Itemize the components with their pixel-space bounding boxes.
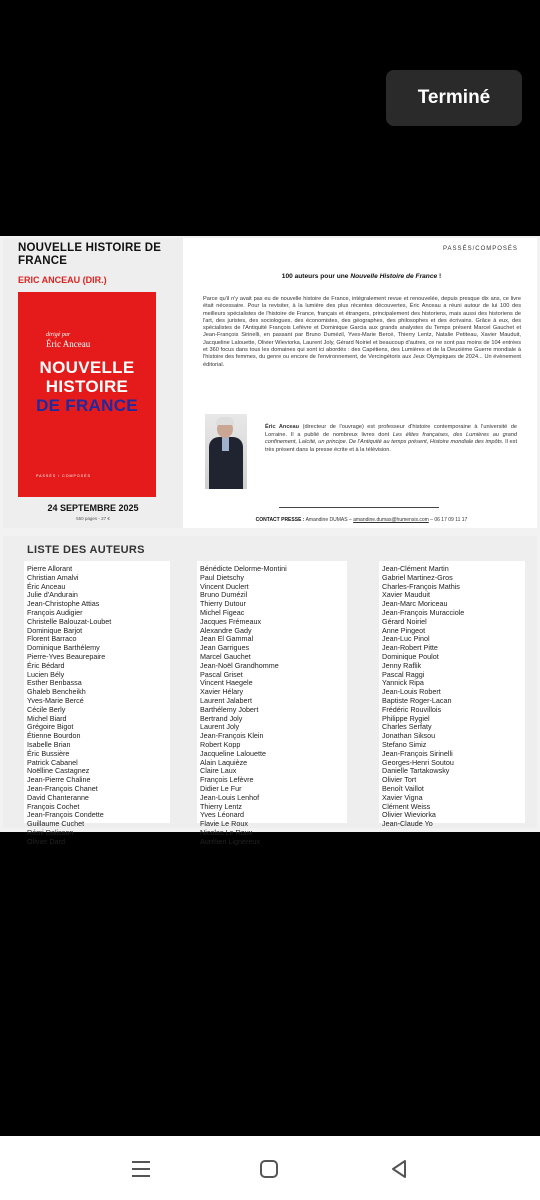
book-description: Parce qu'il n'y avait pas eu de nouvelle histoire de France, intégralement revue et renouvelée, depuis presque dix ans, ce livre était nécessaire. Pour la revisiter, à la lumière des plus récentes découvertes, Éric Anceau a réuni autour de lui 100 des meilleurs spécialistes de l'histoire de France, français et étrangers, principalement des historiens, mais aussi des historiens de l'art, des juristes, des sociologues, des économistes, des géographes, des philosophes et des écrivains. Grâce à eux, des spécialistes de l'Antiquité François Lefèvre et Dominique Garcia aux grands analystes du Temps présent Marcel Gauchet et Jean-François Sirinelli, en passant par Bruno Dumézil, Yves-Marie Bercé, Thierry Lentz, Natalie Petiteau, Xavier Mauduit, Jacqueline Lalouette, Olivier Wieviorka, Laurent Joly, Gérard Noiriel et beaucoup d'autres, ce ne sont pas moins de 104 entrées et 360 focus dans tous les domaines qui sont ici abordés : des Capétiens, des Lumières et de la Deuxième Guerre mondiale à l'histoire des femmes, du genre ou encore de l'environnement, de Vercingétorix aux Jeux Olympiques de 2024... Un évènement éditorial. bbox=[203, 296, 521, 368]
author-list-item: François Audigier bbox=[27, 607, 83, 617]
author-list-item: Jean Garrigues bbox=[200, 643, 250, 653]
author-list-item: David Chanteranne bbox=[27, 792, 89, 802]
author-list-item: Jonathan Siksou bbox=[382, 731, 436, 741]
author-list-item: Michel Biard bbox=[27, 713, 67, 723]
author-list-item: Marcel Gauchet bbox=[200, 651, 251, 661]
author-list-item: Jean-Claude Yo bbox=[382, 819, 433, 829]
headline-suffix: ! bbox=[437, 273, 442, 280]
headline-prefix: 100 auteurs pour une bbox=[281, 273, 351, 280]
author-list-item: Barthélemy Jobert bbox=[200, 704, 259, 714]
author-list-item: Jean-Louis Robert bbox=[382, 687, 441, 697]
authors-column-3 bbox=[379, 561, 525, 829]
author-list-item: Bénédicte Delorme-Montini bbox=[200, 564, 287, 573]
book-cover bbox=[18, 292, 156, 497]
author-list-item: Bertrand Joly bbox=[200, 713, 243, 723]
author-list-item: Clément Weiss bbox=[382, 801, 431, 811]
contact-label: CONTACT PRESSE : bbox=[255, 517, 305, 523]
author-list-item: Jean-Christophe Attias bbox=[27, 599, 100, 609]
author-list-item: Esther Benbassa bbox=[27, 678, 82, 688]
author-list-item: Alain Laquièze bbox=[200, 757, 248, 767]
authors-panel bbox=[3, 536, 537, 846]
author-list-item: Didier Le Fur bbox=[200, 783, 242, 793]
author-list-item: Philippe Rygiel bbox=[382, 713, 430, 723]
author-list-item: Pascal Griset bbox=[200, 669, 243, 679]
author-list-item: Jean El Gammal bbox=[200, 634, 254, 644]
author-list-item: Gabriel Martinez-Gros bbox=[382, 572, 453, 582]
cover-title-line-1: NOUVELLE bbox=[39, 358, 135, 377]
authors-column-2 bbox=[197, 561, 347, 846]
author-list-item: Jenny Raflik bbox=[382, 660, 422, 670]
back-icon[interactable] bbox=[386, 1156, 412, 1182]
author-list-item: Laurent Joly bbox=[200, 722, 240, 732]
author-list-item: Vincent Haegele bbox=[200, 678, 253, 688]
author-bio-works: Les élites françaises, des Lumières au grand confinement, Laïcité, un principe. De l'Antiquité au temps présent, Histoire mondiale des impôts bbox=[265, 431, 517, 446]
author-list-item: Claire Laux bbox=[200, 766, 237, 776]
author-list-item: Olivier Tort bbox=[382, 775, 417, 785]
author-list-item: Jean-Pierre Chaline bbox=[27, 775, 91, 785]
author-list-item: Julie d'Andurain bbox=[27, 590, 78, 600]
author-list-item: Gérard Noiriel bbox=[382, 616, 427, 626]
author-list-item: Stefano Simiz bbox=[382, 739, 427, 749]
author-list-item: Yannick Ripa bbox=[382, 678, 424, 688]
author-list-item: Charles-François Mathis bbox=[382, 581, 460, 591]
author-list-item: Bruno Dumézil bbox=[200, 590, 248, 600]
publisher-logo: PASSÉS/COMPOSÉS bbox=[443, 246, 518, 252]
author-list-item: Patrick Cabanel bbox=[27, 757, 78, 767]
author-list-item: Thierry Lentz bbox=[200, 801, 242, 811]
contact-phone: – 06 17 09 11 17 bbox=[428, 517, 468, 523]
author-list-item: Jacques Frémeaux bbox=[200, 616, 262, 626]
book-details: 550 pages - 27 € bbox=[76, 516, 110, 521]
cover-publisher: PASSÉS / COMPOSÉS bbox=[36, 474, 91, 478]
author-list-item: Paul Dietschy bbox=[200, 572, 244, 582]
author-list-item: Robert Kopp bbox=[200, 739, 241, 749]
contact-email: amandine.dumas@humensis.com bbox=[353, 517, 429, 523]
author-list-item: Pascal Raggi bbox=[382, 669, 425, 679]
headline-italic: Nouvelle Histoire de France bbox=[350, 273, 438, 280]
author-bio-a: (directeur de l'ouvrage) est professeur d'histoire contemporaine à l'université de Lorraine. Il a publié de nombreux livres dont bbox=[265, 424, 517, 438]
author-list-item: Yves-Marie Bercé bbox=[27, 695, 84, 705]
release-date: 24 SEPTEMBRE 2025 bbox=[47, 503, 139, 513]
cover-edited-by: dirigé par bbox=[46, 332, 71, 338]
author-list-item: Vincent Duclert bbox=[200, 581, 249, 591]
author-list-item: François Lefèvre bbox=[200, 775, 254, 785]
author-photo bbox=[205, 414, 247, 489]
author-list-item: Nicolas Le Roux bbox=[200, 827, 253, 837]
author-list-item: Jean-Luc Pinol bbox=[382, 634, 430, 644]
author-list-item: Étienne Bourdon bbox=[27, 731, 81, 741]
author-list-item: Jean-François Muracciole bbox=[382, 607, 465, 617]
author-list-item: Jean-Clément Martin bbox=[382, 564, 449, 573]
author-list-item: Xavier Vigna bbox=[382, 792, 423, 802]
author-list-item: Jean-Noël Grandhomme bbox=[200, 660, 279, 670]
author-list-item: Cécile Berly bbox=[27, 704, 66, 714]
author-list-item: Pierre-Yves Beaurepaire bbox=[27, 651, 106, 661]
author-list-item: Jean-Louis Lenhof bbox=[200, 792, 260, 802]
author-list-item: Alexandre Gady bbox=[200, 625, 252, 635]
author-list-item: Rémi Dalisson bbox=[27, 827, 74, 837]
flyer-top-panel bbox=[3, 238, 537, 528]
author-list-item: Flavie Le Roux bbox=[200, 819, 248, 829]
author-list-item: Éric Anceau bbox=[27, 581, 66, 591]
author-list-item: Thierry Dutour bbox=[200, 599, 246, 609]
author-list-item: Lucien Bély bbox=[27, 669, 65, 679]
author-list-item: Jean-François Chanet bbox=[27, 783, 98, 793]
authors-column-1 bbox=[24, 561, 170, 846]
author-list-item: Olivier Dard bbox=[27, 836, 65, 846]
author-bio-c: . Il est très présent dans la presse écrite et à la télévision. bbox=[265, 439, 517, 453]
author-list-item: Grégoire Bigot bbox=[27, 722, 74, 732]
book-column bbox=[3, 238, 183, 528]
author-list-item: François Cochet bbox=[27, 801, 80, 811]
author-list-item: Jean-Robert Pitte bbox=[382, 643, 438, 653]
cover-author: Éric Anceau bbox=[46, 339, 91, 349]
system-navigation-bar bbox=[0, 1136, 540, 1200]
author-list-item: Jacqueline Lalouette bbox=[200, 748, 266, 758]
author-list-item: Xavier Mauduit bbox=[382, 590, 430, 600]
author-list-item: Dominique Barthélemy bbox=[27, 643, 100, 653]
author-list-item: Pierre Allorant bbox=[27, 564, 73, 573]
author-list-item: Yves Léonard bbox=[200, 810, 244, 820]
contact-name: Amandine DUMAS – bbox=[304, 517, 354, 523]
author-list-item: Éric Bédard bbox=[27, 660, 65, 670]
flyer-headline bbox=[186, 273, 537, 280]
author-list-item: Éric Bussière bbox=[27, 748, 70, 758]
author-list-item: Dominique Barjot bbox=[27, 625, 83, 635]
author-list-item: Jean-François Klein bbox=[200, 731, 264, 741]
author-list-item: Christian Amalvi bbox=[27, 572, 79, 582]
recent-apps-icon[interactable] bbox=[128, 1156, 154, 1182]
cover-title-line-2: HISTOIRE bbox=[45, 377, 129, 396]
author-list-item: Noëlline Castagnez bbox=[27, 766, 90, 776]
author-list-item: Michel Figeac bbox=[200, 607, 245, 617]
book-director: ERIC ANCEAU (DIR.) bbox=[18, 275, 107, 285]
author-list-item: Benoît Vaillot bbox=[382, 783, 424, 793]
author-name: Éric Anceau bbox=[265, 424, 300, 430]
press-contact bbox=[186, 517, 537, 523]
author-bio bbox=[265, 424, 517, 454]
divider bbox=[279, 507, 439, 508]
home-icon[interactable] bbox=[256, 1156, 282, 1182]
author-list-item: Ghaleb Bencheikh bbox=[27, 687, 86, 697]
author-list-item: Olivier Wieviorka bbox=[382, 810, 436, 820]
author-list-item: Aurélien Lignereux bbox=[200, 836, 260, 846]
author-list-item: Jean-François Condette bbox=[27, 810, 104, 820]
flyer-image bbox=[0, 236, 540, 846]
author-list-item: Jean-Marc Moriceau bbox=[382, 599, 448, 609]
author-list-item: Laurent Jalabert bbox=[200, 695, 252, 705]
author-list-item: Guillaume Cuchet bbox=[27, 819, 85, 829]
author-list-item: Florent Barraco bbox=[27, 634, 77, 644]
author-list-item: Charles Serfaty bbox=[382, 722, 432, 732]
author-list-item: Xavier Hélary bbox=[200, 687, 244, 697]
author-list-item: Baptiste Roger-Lacan bbox=[382, 695, 452, 705]
author-list-item: Dominique Poulot bbox=[382, 651, 439, 661]
authors-title: LISTE DES AUTEURS bbox=[27, 544, 145, 556]
author-list-item: Christelle Balouzat-Loubet bbox=[27, 616, 112, 626]
author-list-item: Anne Pingeot bbox=[382, 625, 426, 635]
author-list-item: Danielle Tartakowsky bbox=[382, 766, 450, 776]
author-list-item: Isabelle Brian bbox=[27, 739, 71, 749]
done-button[interactable]: Terminé bbox=[386, 70, 522, 126]
author-list-item: Jean-François Sirinelli bbox=[382, 748, 453, 758]
book-title: NOUVELLE HISTOIRE DE FRANCE bbox=[18, 242, 162, 267]
author-list-item: Georges-Henri Soutou bbox=[382, 757, 454, 767]
cover-title-line-3: DE FRANCE bbox=[36, 396, 138, 415]
author-list-item: Frédéric Rouvillois bbox=[382, 704, 442, 714]
